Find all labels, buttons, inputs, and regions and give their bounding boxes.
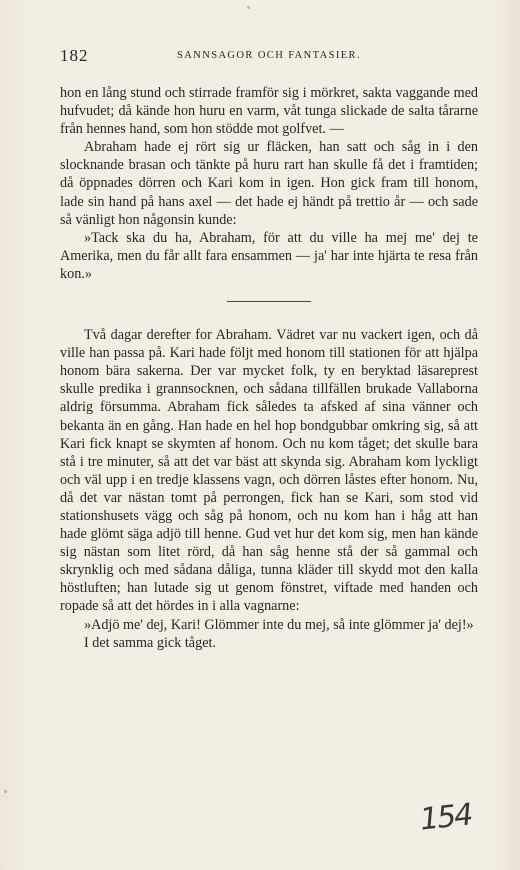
paragraph: »Adjö me' dej, Kari! Glömmer inte du mej, så inte glömmer ja' dej!»	[84, 616, 474, 633]
paragraph: I det samma gick tåget.	[84, 634, 216, 651]
section-divider	[227, 301, 311, 302]
paper-speck	[247, 6, 250, 9]
handwritten-folio-number: 154	[418, 797, 473, 838]
paragraph: »Tack ska du ha, Abraham, för att du ville ha mej me' dej te Amerika, men du får allt fara ensammen — ja' har inte hjärta te resa från kon.»	[60, 229, 478, 282]
paragraph: hon en lång stund och stirrade framför sig i mörkret, sakta vaggande med hufvudet; då kände hon huru en varm, våt tunga slickade de salta tårarne från hennes hand, som hon stödde mot golfvet. —	[60, 85, 478, 138]
page-number: 182	[60, 46, 89, 65]
page-header	[60, 46, 478, 68]
paragraph: Abraham hade ej rört sig ur fläcken, han satt och såg in i den slocknande brasan och tänkte på huru rart han skulle få det i framtiden; då öppnades dörren och Kari kom in igen. Hon gick fram till honom, lade sin hand på hans axel — det hade ej händt på trettio år — och sade så vänligt hon någonsin kunde:	[60, 139, 478, 228]
body-text	[60, 84, 478, 652]
paper-speck	[4, 790, 7, 793]
paragraph: Två dagar derefter for Abraham. Vädret var nu vackert igen, och då ville han passa på. Kari hade följt med honom till stationen för att hjälpa honom bära sakerna. Der var mycket folk, ty en beryktad läsareprest skulle predika i grannsocknen, och sådana tillfällen brukade Vallaborna aldrig försumma. Abraham fick således ta afsked af sina vänner och bekanta än en gång. Han hade en hel hop bondgubbar omkring sig, så att Kari fick knapt se skymten af honom. Och nu kom tåget; det skulle bara stå i tre minuter, så att det var bäst att skynda sig. Abraham kom lyckligt och väl upp i en tredje klassens vagn, och dörren låstes efter honom. Nu, då det var nästan tomt på perrongen, fick han se Kari, som stod vid stationshusets vägg och såg på honom, och nu kom han i håg att han hade glömt säga adjö till henne. Gud vet hur det kom sig, men han kände sig nästan som litet rörd, då han såg henne stå der så gammal och skrynklig och med sådana dåliga, tunna kläder till skydd mot den kalla höstluften; han lutade sig ut genom fönstret, viftade med handen och ropade så att det hördes in i alla vagnarne:	[60, 327, 478, 615]
running-title: SANNSAGOR OCH FANTASIER.	[177, 50, 361, 61]
